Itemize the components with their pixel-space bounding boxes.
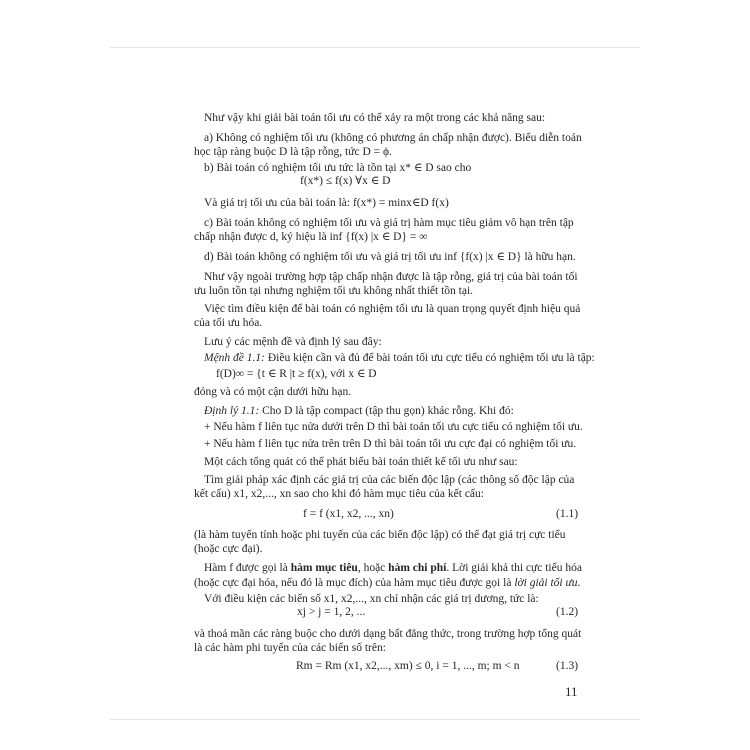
constraint-formula: Rm = Rm (x1, x2,..., xm) ≤ 0, i = 1, ..., m; m < n xyxy=(296,660,520,672)
paragraph-line: c) Bài toán không có nghiệm tối ưu và giá trị hàm mục tiêu giảm vô hạn trên tập xyxy=(204,217,574,229)
paragraph-line: Như vậy khi giải bài toán tối ưu có thể xảy ra một trong các khả năng sau: xyxy=(204,112,546,124)
text-run: . Lời giải khả thi cực tiểu hóa xyxy=(446,562,582,574)
paragraph-line: học tập ràng buộc D là tập rỗng, tức D = ϕ. xyxy=(194,146,392,158)
paragraph-line: Một cách tổng quát có thể phát biểu bài toán thiết kế tối ưu như sau: xyxy=(204,456,518,468)
paragraph-line: Tìm giải pháp xác định các giá trị của các biến độc lập (các thông số độc lập của xyxy=(204,474,575,486)
paragraph-line: Và giá trị tối ưu của bài toán là: f(x*) = minx∈D f(x) xyxy=(204,197,449,209)
bullet-line: + Nếu hàm f liên tục nửa dưới trên D thì bài toán tối ưu cực tiểu có nghiệm tối ưu. xyxy=(204,421,583,433)
paragraph-line: Việc tìm điều kiện để bài toán có nghiệm tối ưu là quan trọng quyết định hiệu quả xyxy=(204,303,581,315)
theorem-text: Cho D là tập compact (tập thu gọn) khác rỗng. Khi đó: xyxy=(259,405,514,417)
paragraph-line: và thoả mãn các ràng buộc cho dưới dạng bất đẳng thức, trong trường hợp tổng quát xyxy=(194,628,582,640)
paragraph-line: (là hàm tuyến tính hoặc phi tuyến của các biến độc lập) có thể đạt giá trị cực tiểu xyxy=(194,529,566,541)
page-number: 11 xyxy=(565,684,578,699)
definition-line xyxy=(194,576,580,590)
text-run: (hoặc cực đại hóa, nếu đó là mục đích) của hàm mục tiêu được gọi là xyxy=(194,577,515,589)
paragraph-line: ưu luôn tồn tại nhưng nghiệm tối ưu không nhất thiết tồn tại. xyxy=(194,285,474,297)
paragraph-line: (hoặc cực đại). xyxy=(194,543,263,555)
paragraph-line: đóng và có một cận dưới hữu hạn. xyxy=(194,386,352,398)
paragraph-line: a) Không có nghiệm tối ưu (không có phương án chấp nhận được). Biểu diễn toán xyxy=(204,132,582,144)
positivity-formula: xj > j = 1, 2, ... xyxy=(297,606,366,618)
italic-term: lời giải tối ưu xyxy=(514,577,578,589)
set-formula: f(D)∞ = {t ∈ R |t ≥ f(x), với x ∈ D xyxy=(216,368,377,380)
text-run: . xyxy=(577,577,581,589)
paragraph-line: d) Bài toán không có nghiệm tối ưu và giá trị tối ưu inf {f(x) |x ∈ D} là hữu hạn. xyxy=(204,251,576,263)
paragraph-line: kết cấu) x1, x2,..., xn sao cho khi đó hàm mục tiêu của kết cấu: xyxy=(194,488,484,500)
equation-number: (1.3) xyxy=(556,660,579,672)
definition-line xyxy=(204,561,582,575)
paragraph-line: Như vậy ngoài trường hợp tập chấp nhận được là tập rỗng, giá trị của bài toán tối xyxy=(204,271,578,283)
objective-function-formula: f = f (x1, x2, ..., xn) xyxy=(303,508,394,520)
bottom-rule xyxy=(110,719,640,720)
text-run: , hoặc xyxy=(357,562,389,574)
paragraph-line: b) Bài toán có nghiệm tối ưu tức là tồn tại x* ∈ D sao cho xyxy=(204,162,472,174)
theorem-line xyxy=(204,404,514,418)
equation-number: (1.2) xyxy=(556,606,579,618)
bold-term: hàm chi phí xyxy=(388,562,447,574)
bullet-line: + Nếu hàm f liên tục nửa trên trên D thì bài toán tối ưu cực đại có nghiệm tối ưu. xyxy=(204,438,577,450)
inequality-formula: f(x*) ≤ f(x) ∀x ∈ D xyxy=(300,175,391,187)
paragraph-line: Với điều kiện các biến số x1, x2,..., xn chỉ nhận các giá trị dương, tức là: xyxy=(204,593,539,605)
paragraph-line: Lưu ý các mệnh đề và định lý sau đây: xyxy=(204,336,382,348)
proposition-line xyxy=(204,351,595,365)
theorem-label: Định lý 1.1: xyxy=(204,405,260,417)
bold-term: hàm mục tiêu xyxy=(290,562,358,574)
paragraph-line: chấp nhận được d, ký hiệu là inf {f(x) |x ∈ D} = ∞ xyxy=(194,231,428,243)
equation-number: (1.1) xyxy=(556,508,579,520)
proposition-label: Mệnh đề 1.1: xyxy=(204,352,265,364)
text-run: Hàm f được gọi là xyxy=(204,562,291,574)
paragraph-line: là các hàm phi tuyến của các biến số trên: xyxy=(194,642,386,654)
paragraph-line: của tối ưu hóa. xyxy=(194,317,263,329)
proposition-text: Điều kiện cần và đủ để bài toán tối ưu cực tiểu có nghiệm tối ưu là tập: xyxy=(265,352,595,364)
